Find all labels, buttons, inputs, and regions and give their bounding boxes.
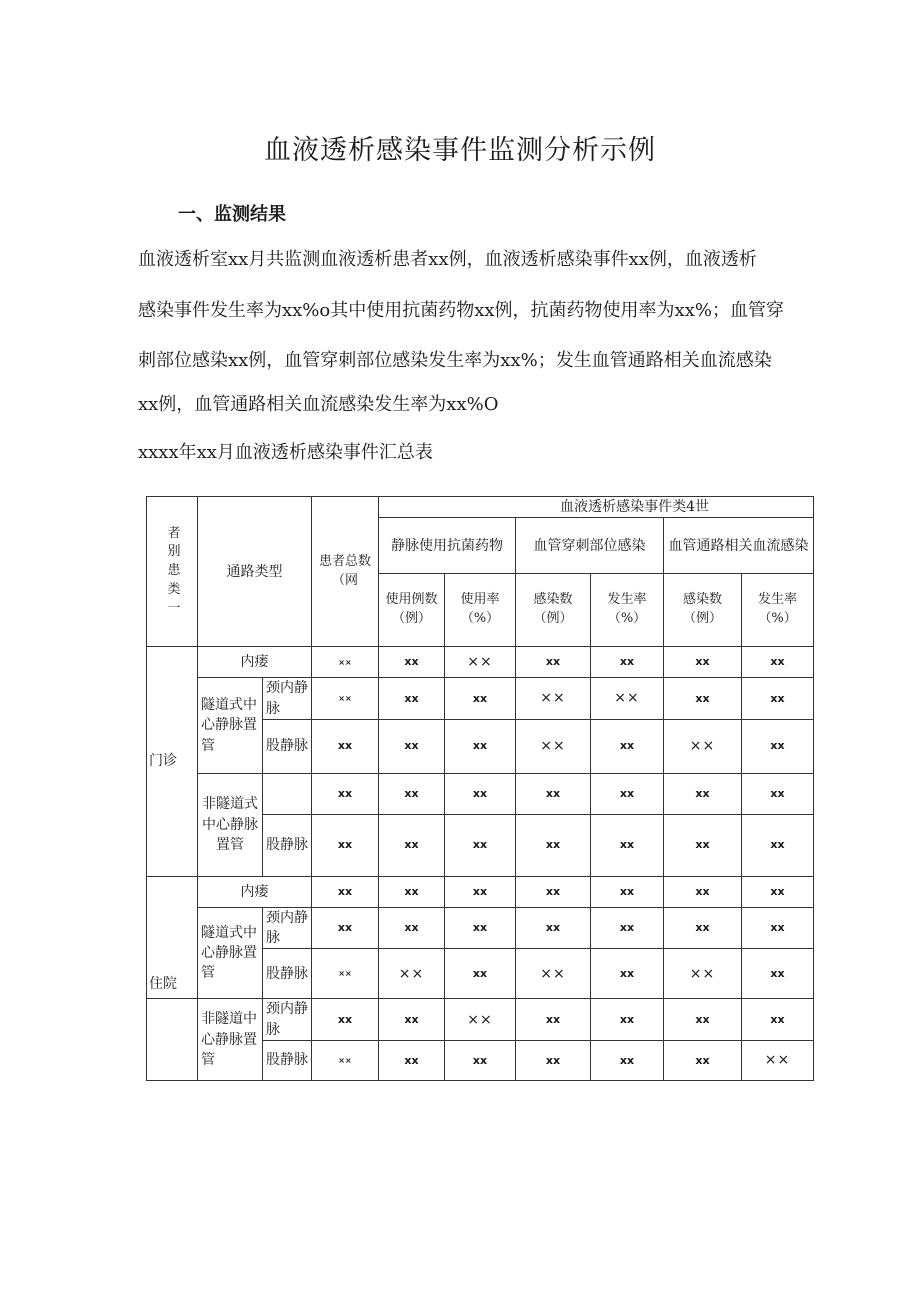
value-cell: xx xyxy=(445,876,516,907)
value-cell: xx xyxy=(664,999,742,1041)
value-cell: ×× xyxy=(664,719,742,773)
value-cell: xx xyxy=(591,1041,664,1081)
value-cell: ×× xyxy=(516,949,591,999)
value-cell: xx xyxy=(379,773,445,814)
patient-total-cell: xx xyxy=(312,907,379,949)
paragraph-line: 感染事件发生率为xx%o其中使用抗菌药物xx例，抗菌药物使用率为xx%；血管穿 xyxy=(138,300,784,321)
paragraph-line: xx例，血管通路相关血流感染发生率为xx%O xyxy=(138,394,499,415)
patient-total-cell: ×× xyxy=(312,1041,379,1081)
value-cell: ×× xyxy=(445,999,516,1041)
access-label: 内瘘 xyxy=(198,876,312,907)
infection-summary-table xyxy=(146,496,814,1081)
category-inpatient: 住院 xyxy=(147,876,198,999)
patient-category-header: 者 别 患 类 一 xyxy=(147,497,198,647)
access-type-header: 通路类型 xyxy=(198,497,312,647)
value-cell: ×× xyxy=(379,949,445,999)
value-cell: xx xyxy=(664,773,742,814)
access-label: 非隧道中心静脉置管 xyxy=(198,999,263,1081)
value-cell: xx xyxy=(742,876,814,907)
value-cell: xx xyxy=(516,1041,591,1081)
value-cell: xx xyxy=(379,1041,445,1081)
value-cell: ×× xyxy=(742,1041,814,1081)
table-row xyxy=(147,773,814,814)
patient-total-header: 患者总数（网 xyxy=(312,497,379,647)
vein-label: 股静脉 xyxy=(263,719,312,773)
access-label: 隧道式中心静脉置管 xyxy=(198,678,263,774)
vein-label: 股静脉 xyxy=(263,1041,312,1081)
table-row xyxy=(147,999,814,1041)
category-blank xyxy=(147,999,198,1081)
category-outpatient: 门诊 xyxy=(147,647,198,877)
patient-total-cell: ×× xyxy=(312,678,379,720)
patient-total-cell: xx xyxy=(312,876,379,907)
value-cell: xx xyxy=(664,876,742,907)
patient-total-cell: xx xyxy=(312,719,379,773)
value-cell: xx xyxy=(516,999,591,1041)
value-cell: xx xyxy=(445,949,516,999)
value-cell: xx xyxy=(379,719,445,773)
table-row xyxy=(147,876,814,907)
table-caption: xxxx年xx月血液透析感染事件汇总表 xyxy=(138,442,433,463)
patient-total-cell: xx xyxy=(312,773,379,814)
value-cell: xx xyxy=(379,907,445,949)
value-cell: xx xyxy=(379,876,445,907)
value-cell: xx xyxy=(445,773,516,814)
puncture-group-header: 血管穿刺部位感染 xyxy=(516,518,664,574)
access-label: 隧道式中心静脉置管 xyxy=(198,907,263,999)
value-cell: xx xyxy=(445,1041,516,1081)
value-cell: xx xyxy=(742,773,814,814)
value-cell: ×× xyxy=(664,949,742,999)
value-cell: xx xyxy=(742,949,814,999)
value-cell: xx xyxy=(591,999,664,1041)
value-cell: xx xyxy=(516,814,591,876)
value-cell: xx xyxy=(742,907,814,949)
access-label: 内瘘 xyxy=(198,647,312,678)
value-cell: ×× xyxy=(591,678,664,720)
vein-label-empty xyxy=(263,773,312,814)
value-cell: xx xyxy=(591,647,664,678)
vein-label: 颈内静脉 xyxy=(263,907,312,949)
value-cell: xx xyxy=(445,814,516,876)
table-row xyxy=(147,678,814,720)
value-cell: xx xyxy=(591,814,664,876)
value-cell: xx xyxy=(445,678,516,720)
value-cell: xx xyxy=(742,719,814,773)
vein-label: 股静脉 xyxy=(263,949,312,999)
table-row xyxy=(147,907,814,949)
value-cell: xx xyxy=(516,647,591,678)
value-cell: xx xyxy=(379,678,445,720)
value-cell: xx xyxy=(516,773,591,814)
patient-total-cell: xx xyxy=(312,999,379,1041)
sub-header: 发生率 （%） xyxy=(742,574,814,647)
patient-total-cell: ×× xyxy=(312,647,379,678)
sub-header: 发生率 （%） xyxy=(591,574,664,647)
value-cell: xx xyxy=(742,999,814,1041)
vein-label: 颈内静脉 xyxy=(263,999,312,1041)
value-cell: xx xyxy=(516,907,591,949)
value-cell: xx xyxy=(742,678,814,720)
antibiotic-group-header: 静脉使用抗菌药物 xyxy=(379,518,516,574)
table-row xyxy=(147,647,814,678)
sub-header: 使用率 （%） xyxy=(445,574,516,647)
value-cell: xx xyxy=(445,719,516,773)
access-label: 非隧道式中心静脉置管 xyxy=(198,773,263,876)
value-cell: xx xyxy=(591,719,664,773)
value-cell: xx xyxy=(379,814,445,876)
value-cell: xx xyxy=(591,907,664,949)
value-cell: xx xyxy=(591,949,664,999)
section-heading: 一、监测结果 xyxy=(178,204,286,225)
sub-header: 感染数 （例） xyxy=(664,574,742,647)
patient-total-cell: xx xyxy=(312,814,379,876)
value-cell: xx xyxy=(664,1041,742,1081)
value-cell: xx xyxy=(591,773,664,814)
patient-total-cell: ×× xyxy=(312,949,379,999)
value-cell: xx xyxy=(445,907,516,949)
value-cell: xx xyxy=(664,814,742,876)
vein-label: 颈内静脉 xyxy=(263,678,312,720)
value-cell: xx xyxy=(742,647,814,678)
value-cell: xx xyxy=(664,907,742,949)
sub-header: 感染数 （例） xyxy=(516,574,591,647)
vein-label: 股静脉 xyxy=(263,814,312,876)
sub-header: 使用例数 （例） xyxy=(379,574,445,647)
event-type-header: 血液透析感染事件类4世 xyxy=(379,497,814,518)
value-cell: xx xyxy=(742,814,814,876)
value-cell: xx xyxy=(379,647,445,678)
page-title: 血液透析感染事件监测分析示例 xyxy=(264,135,656,166)
value-cell: xx xyxy=(664,678,742,720)
value-cell: ×× xyxy=(516,678,591,720)
paragraph-line: 血液透析室xx月共监测血液透析患者xx例，血液透析感染事件xx例，血液透析 xyxy=(138,249,757,270)
value-cell: xx xyxy=(379,999,445,1041)
value-cell: ×× xyxy=(445,647,516,678)
value-cell: xx xyxy=(516,876,591,907)
value-cell: xx xyxy=(664,647,742,678)
value-cell: ×× xyxy=(516,719,591,773)
paragraph-line: 刺部位感染xx例，血管穿刺部位感染发生率为xx%；发生血管通路相关血流感染 xyxy=(138,350,772,371)
value-cell: xx xyxy=(591,876,664,907)
bloodstream-group-header: 血管通路相关血流感染 xyxy=(664,518,814,574)
